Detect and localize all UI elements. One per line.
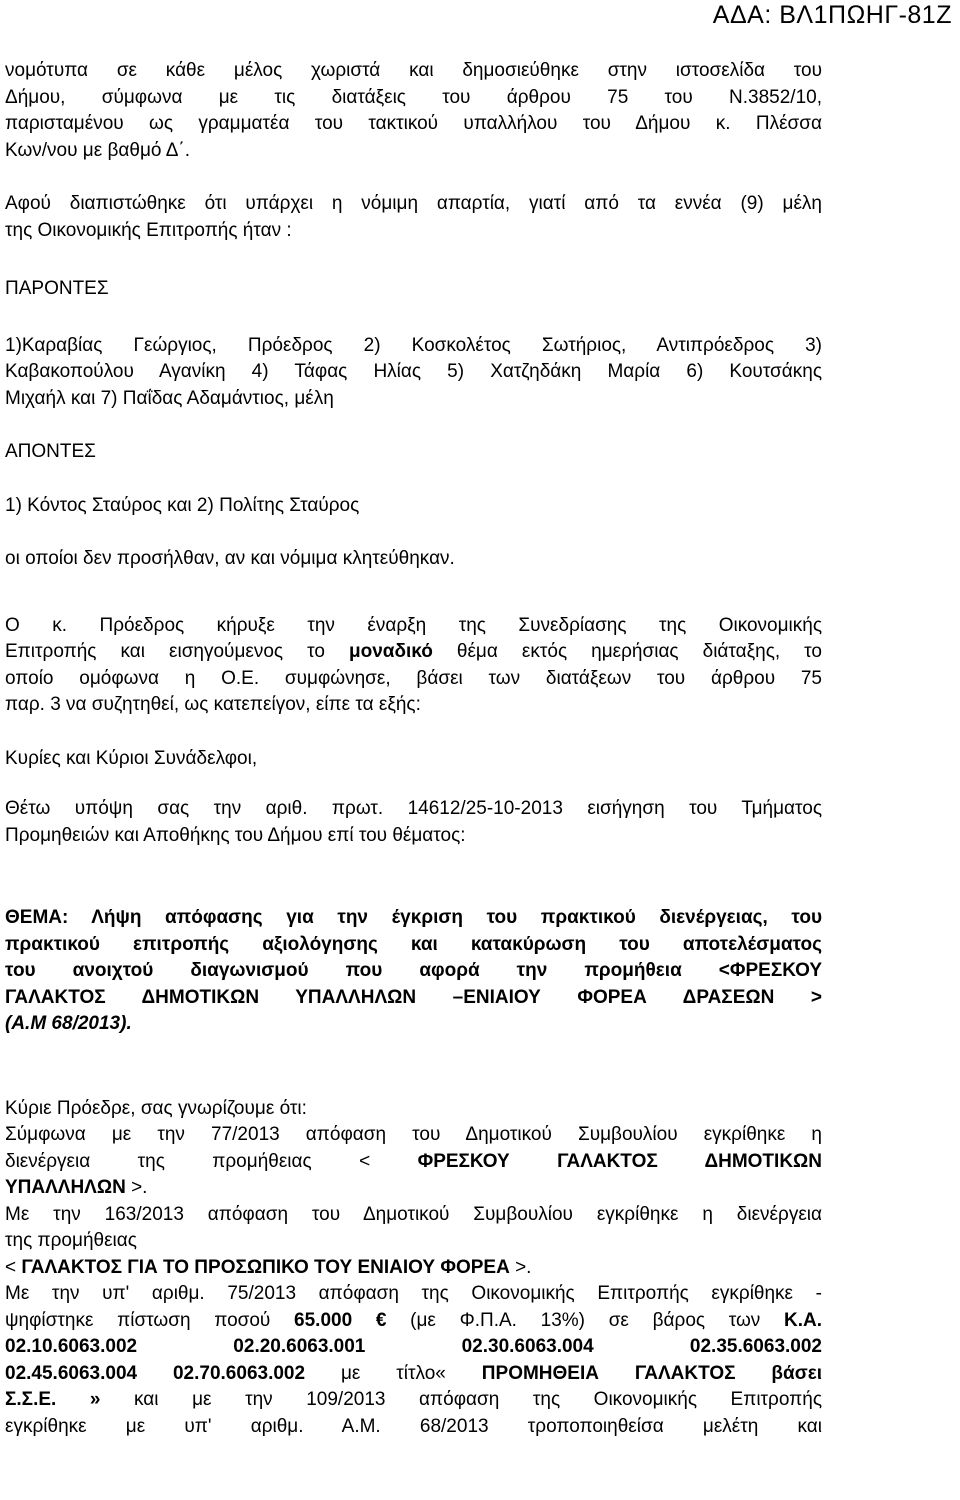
body-p1-line-2 <box>5 1149 822 1176</box>
present-line-2: Καβακοπούλου Αγανίκη 4) Τάφας Ηλίας 5) Χατζηδάκη Μαρία 6) Κουτσάκης <box>5 361 822 382</box>
subject-block <box>5 905 822 1038</box>
body-p1-line-1: Σύμφωνα με την 77/2013 απόφαση του Δημοτικού Συμβουλίου εγκρίθηκε η <box>5 1124 822 1145</box>
body-p3-line-4 <box>5 1361 822 1388</box>
body-p3-line-5 <box>5 1387 822 1414</box>
p3-text-d: (με Φ.Π.Α. 13%) σε βάρος των <box>410 1309 785 1331</box>
p3-codes: 02.45.6063.004 02.70.6063.002 <box>5 1362 306 1384</box>
p3-text-e: και με την 109/2013 απόφαση της Οικονομικής Επιτροπής <box>100 1389 822 1410</box>
body-p3-line-1: Με την υπ' αριθμ. 75/2013 απόφαση της Οικονομικής Επιτροπής εγκρίθηκε - <box>5 1283 822 1304</box>
subject-line-5: (Α.Μ 68/2013). <box>5 1013 132 1034</box>
p3-title-bold: ΠΡΟΜΗΘΕΙΑ ΓΑΛΑΚΤΟΣ βάσει <box>481 1362 822 1384</box>
opening-line-2 <box>5 639 822 666</box>
subject-line-3: του ανοιχτού διαγωνισμού που αφορά την προμήθεια <ΦΡΕΣΚΟΥ <box>5 960 822 981</box>
intro-line-2: Δήμου, σύμφωνα με τις διατάξεις του άρθρου 75 του Ν.3852/10, <box>5 86 822 108</box>
subject-line-4: ΓΑΛΑΚΤΟΣ ΔΗΜΟΤΙΚΩΝ ΥΠΑΛΛΗΛΩΝ –ΕΝΙΑΙΟΥ ΦΟΡΕΑ ΔΡΑΣΕΩΝ > <box>5 986 822 1008</box>
body-p3-line-6: εγκρίθηκε με υπ' αριθμ. Α.Μ. 68/2013 τροποποιηθείσα μελέτη και <box>5 1415 822 1437</box>
subject-line-2: πρακτικού επιτροπής αξιολόγησης και κατακύρωση του αποτελέσματος <box>5 933 822 955</box>
p3-title-label: με τίτλο« <box>305 1362 482 1384</box>
opening-text-a: Επιτροπής και εισηγούμενος το <box>5 641 349 662</box>
opening-bold-word: μοναδικό <box>348 641 433 662</box>
quorum-line-1: Αφού διαπιστώθηκε ότι υπάρχει η νόμιμη απαρτία, γιατί από τα εννέα (9) μέλη <box>5 193 822 214</box>
opening-line-3: οποίο ομόφωνα η Ο.Ε. συμφώνησε, βάσει των διατάξεων του άρθρου 75 <box>5 667 822 689</box>
body-p2-line-1: Με την 163/2013 απόφαση του Δημοτικού Συμβουλίου εγκρίθηκε η διενέργεια <box>5 1203 822 1225</box>
opening-line-1: Ο κ. Πρόεδρος κήρυξε την έναρξη της Συνεδρίασης της Οικονομικής <box>5 614 822 636</box>
p3-sse: Σ.Σ.Ε. » <box>5 1389 101 1410</box>
absent-heading: ΑΠΟΝΤΕΣ <box>5 441 96 462</box>
body-p3-line-3: 02.10.6063.002 02.20.6063.001 02.30.6063.004 02.35.6063.002 <box>5 1336 822 1357</box>
opening-text-c: θέμα εκτός ημερήσιας διάταξης, το <box>432 641 822 662</box>
p3-text-a: ψηφίστηκε πίστωση ποσού <box>5 1309 295 1331</box>
absent-note: οι οποίοι δεν προσήλθαν, αν και νόμιμα κλητεύθηκαν. <box>5 548 455 569</box>
present-line-1: 1)Καραβίας Γεώργιος, Πρόεδρος 2) Κοσκολέτος Σωτήριος, Αντιπρόεδρος 3) <box>5 334 822 356</box>
p1-bold-product: ΦΡΕΣΚΟΥ ΓΑΛΑΚΤΟΣ ΔΗΜΟΤΙΚΩΝ <box>417 1150 822 1172</box>
subject-line-1: ΘΕΜΑ: Λήψη απόφασης για την έγκριση του πρακτικού διενέργειας, του <box>5 907 822 928</box>
opening-line-4: παρ. 3 να συζητηθεί, ως κατεπείγον, είπε τα εξής: <box>5 694 421 715</box>
proposal-line-2: Προμηθειών και Αποθήκης του Δήμου επί του θέματος: <box>5 824 466 846</box>
body-p1-line-3 <box>5 1175 822 1202</box>
present-line-3: Μιχαήλ και 7) Παΐδας Αδαμάντιος, μέλη <box>5 387 334 409</box>
p3-ka: Κ.Α. <box>784 1309 823 1331</box>
document-body <box>5 58 822 1440</box>
euro-sign: € <box>352 1309 411 1331</box>
p3-amount: 65.000 <box>294 1309 353 1331</box>
p1-close: >. <box>125 1177 148 1198</box>
p2-bold-product: ΓΑΛΑΚΤΟΣ ΓΙΑ ΤΟ ΠΡΟΣΩΠΙΚΟ ΤΟΥ ΕΝΙΑΙΟΥ ΦΟΡΕΑ <box>21 1256 510 1278</box>
p1-text: διενέργεια της προμήθειας < <box>5 1150 418 1172</box>
body-p2-line-3 <box>5 1255 822 1282</box>
quorum-line-2: της Οικονομικής Επιτροπής ήταν : <box>5 219 292 241</box>
body-p3-line-2 <box>5 1308 822 1335</box>
body-p2-line-2: της προμήθειας <box>5 1230 137 1251</box>
proposal-line-1: Θέτω υπόψη σας την αριθ. πρωτ. 14612/25-10-2013 εισήγηση του Τμήματος <box>5 798 822 819</box>
intro-line-3: παρισταμένου ως γραμματέα του τακτικού υπαλλήλου του Δήμου κ. Πλέσσα <box>5 113 822 134</box>
present-heading: ΠΑΡΟΝΤΕΣ <box>5 278 109 299</box>
ada-code: ΑΔΑ: ΒΛ1ΠΩΗΓ-81Ζ <box>712 1 952 29</box>
salutation: Κύριε Πρόεδρε, σας γνωρίζουμε ότι: <box>5 1097 307 1119</box>
p1-bold-employees: ΥΠΑΛΛΗΛΩΝ <box>5 1177 126 1198</box>
absent-list: 1) Κόντος Σταύρος και 2) Πολίτης Σταύρος <box>5 494 360 516</box>
intro-line-4: Κων/νου με βαθμό Δ΄. <box>5 139 191 161</box>
greeting: Κυρίες και Κύριοι Συνάδελφοι, <box>5 747 258 769</box>
intro-line-1: νομότυπα σε κάθε μέλος χωριστά και δημοσιεύθηκε στην ιστοσελίδα του <box>5 60 822 81</box>
p2-close: >. <box>509 1256 532 1278</box>
p2-open: < <box>5 1256 22 1278</box>
